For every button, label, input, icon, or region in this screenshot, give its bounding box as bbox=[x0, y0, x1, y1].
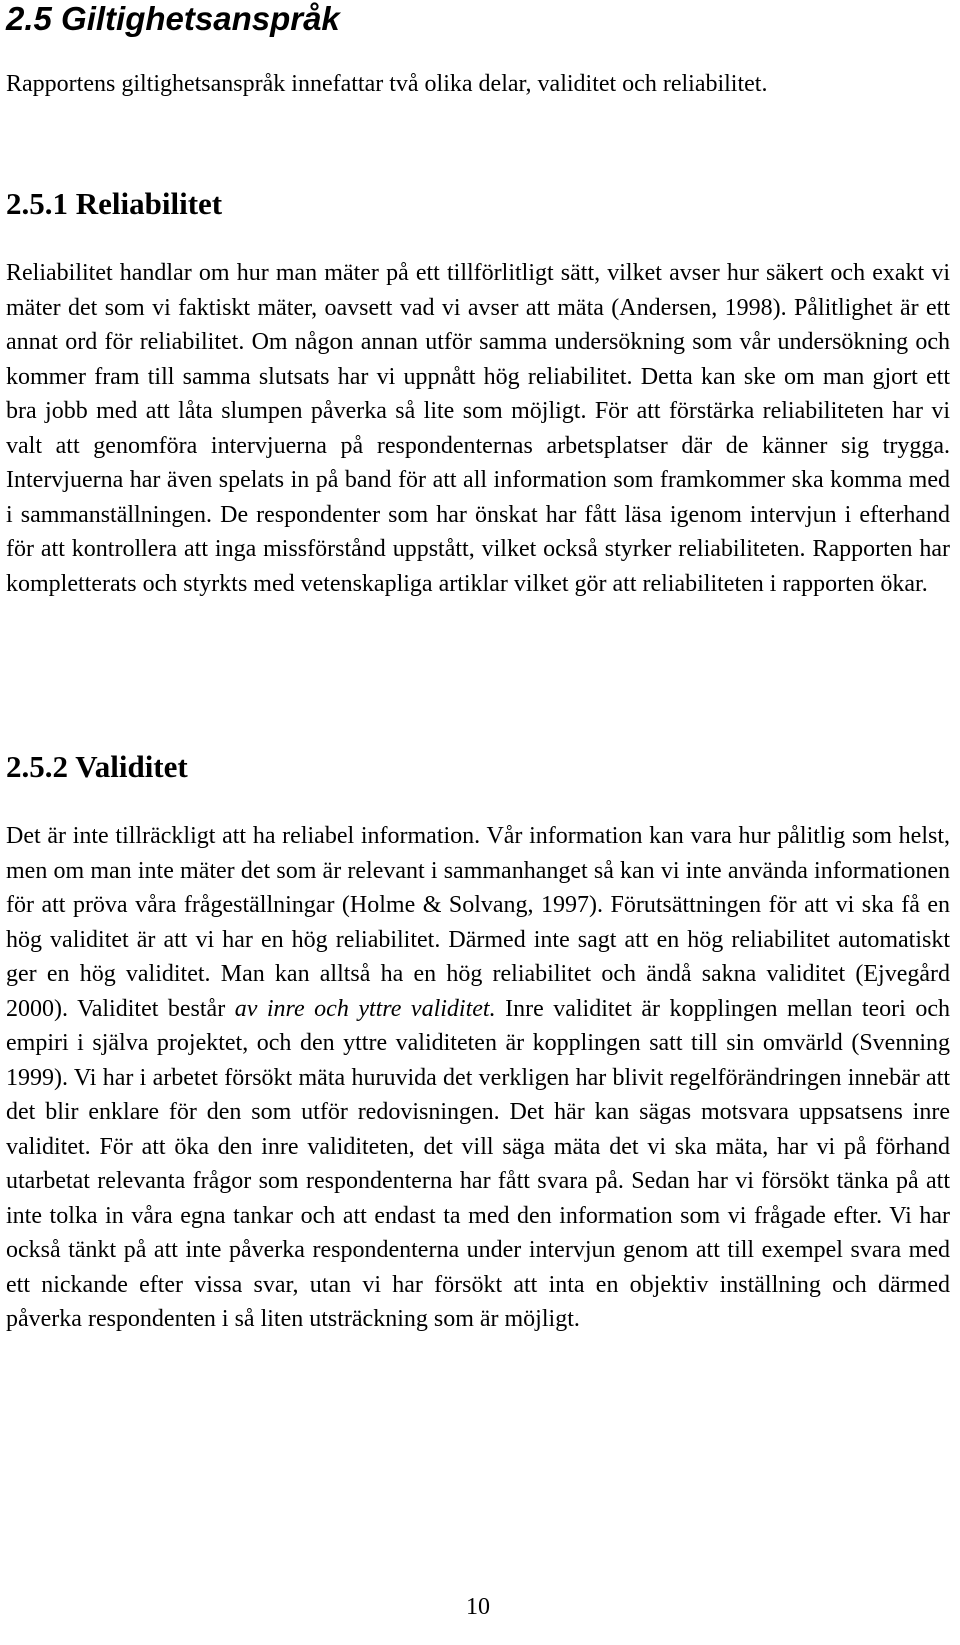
intro-paragraph: Rapportens giltighetsanspråk innefattar två olika delar, validitet och reliabilitet. bbox=[6, 71, 768, 97]
validitet-text-italic: av inre och yttre validitet. bbox=[234, 995, 496, 1022]
validitet-text-end: Inre validitet är kopplingen mellan teori och empiri i själva projektet, och den yttre validiteten är kopplingen satt till sin omvärld (Svenning 1999). Vi har i arbetet försökt mäta huruvida det verkligen har blivit regelförändringen innebär att det blir enklare för den som utför redovisningen. Det här kan sägas motsvara uppsatsens inre validitet. För att öka den inre validiteten, det vill säga mäta det vi ska mäta, har vi på förhand utarbetat relevanta frågor som respondenterna har fått svara på. Sedan har vi försökt tänka på att inte tolka in våra egna tankar och att endast ta med den information som vi frågade efter. Vi har också tänkt på att inte påverka respondenterna under intervjun genom att till exempel svara med ett nickande efter vissa svar, utan vi har försökt att inta en objektiv inställning och därmed påverka respondenten i så liten utsträckning som är möjligt. bbox=[6, 995, 951, 1332]
validitet-paragraph bbox=[6, 819, 950, 1337]
reliabilitet-paragraph: Reliabilitet handlar om hur man mäter på ett tillförlitligt sätt, vilket avser hur säkert och exakt vi mäter det som vi faktiskt mäter, oavsett vad vi avser att mäta (Andersen, 1998). Pålitlighet är ett annat ord för reliabilitet. Om någon annan utför samma undersökning som vår undersökning och kommer fram till samma slutsats har vi uppnått hög reliabilitet. Detta kan ske om man gjort ett bra jobb med att låta slumpen påverka så lite som möjligt. För att förstärka reliabiliteten har vi valt att genomföra intervjuerna på respondenternas arbetsplatser där de känner sig trygga. Intervjuerna har även spelats in på band för att all information som framkommer ska komma med i sammanställningen. De respondenter som har önskat har fått läsa igenom intervjun i efterhand för att kontrollera att inga missförstånd uppstått, vilket också styrker reliabiliteten. Rapporten har kompletterats och styrkts med vetenskapliga artiklar vilket gör att reliabiliteten i rapporten ökar. bbox=[6, 260, 950, 597]
page-number: 10 bbox=[466, 1594, 490, 1620]
section-heading: 2.5 Giltighetsanspråk bbox=[6, 0, 340, 37]
reliabilitet-heading: 2.5.1 Reliabilitet bbox=[6, 186, 223, 221]
validitet-heading: 2.5.2 Validitet bbox=[6, 749, 188, 784]
validitet-text-start: Det är inte tillräckligt att ha reliabel information. Vår information kan vara hur pålitlig som helst, men om man inte mäter det som är relevant i sammanhanget så kan vi inte använda informationen för att pröva våra frågeställningar (Holme & Solvang, 1997). Förutsättningen för att vi ska få en hög validitet är att vi har en hög reliabilitet. Därmed inte sagt att en hög reliabilitet automatiskt ger en hög validitet. Man kan alltså ha en hög reliabilitet och ändå sakna validitet (Ejvegård 2000). Validitet består bbox=[6, 823, 950, 1022]
